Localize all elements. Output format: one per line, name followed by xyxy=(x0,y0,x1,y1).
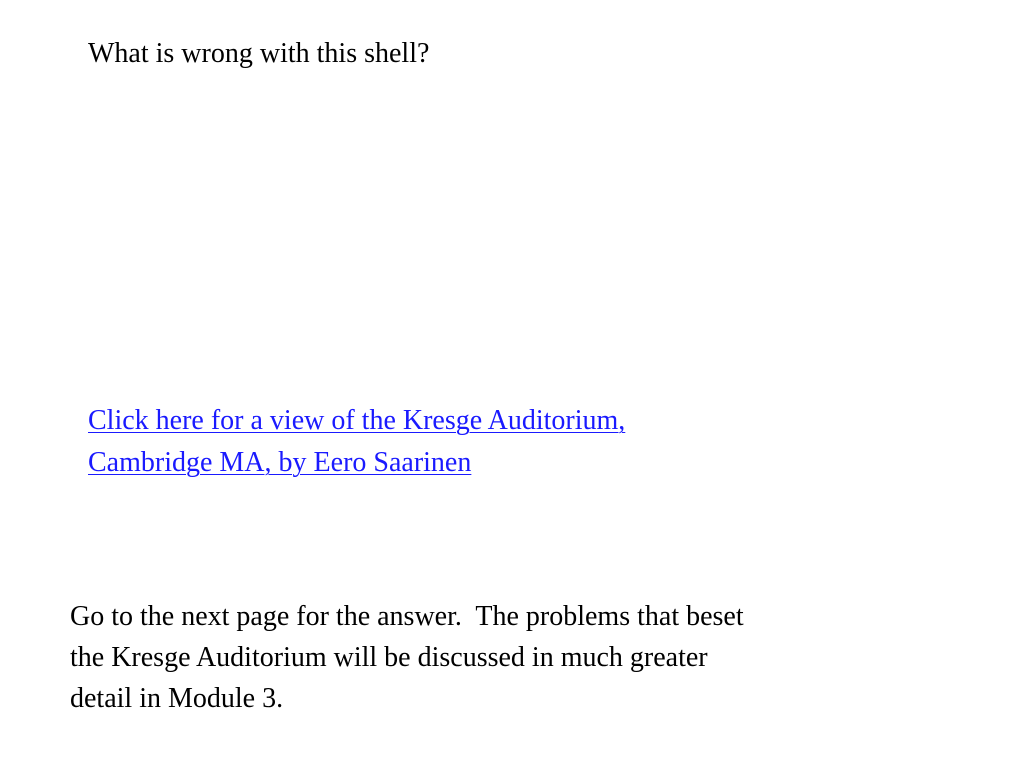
answer-paragraph xyxy=(70,596,910,719)
answer-line-3: detail in Module 3. xyxy=(70,683,284,714)
kresge-link-block xyxy=(88,400,625,484)
answer-line-2: the Kresge Auditorium will be discussed in much greater xyxy=(70,642,708,673)
kresge-link-line-1: Click here for a view of the Kresge Auditorium, xyxy=(88,405,626,436)
kresge-link-line-2: Cambridge MA, by Eero Saarinen xyxy=(88,447,472,478)
kresge-auditorium-link[interactable] xyxy=(88,400,625,484)
question-heading: What is wrong with this shell? xyxy=(88,38,430,69)
answer-line-1: Go to the next page for the answer. The problems that beset xyxy=(70,601,744,632)
